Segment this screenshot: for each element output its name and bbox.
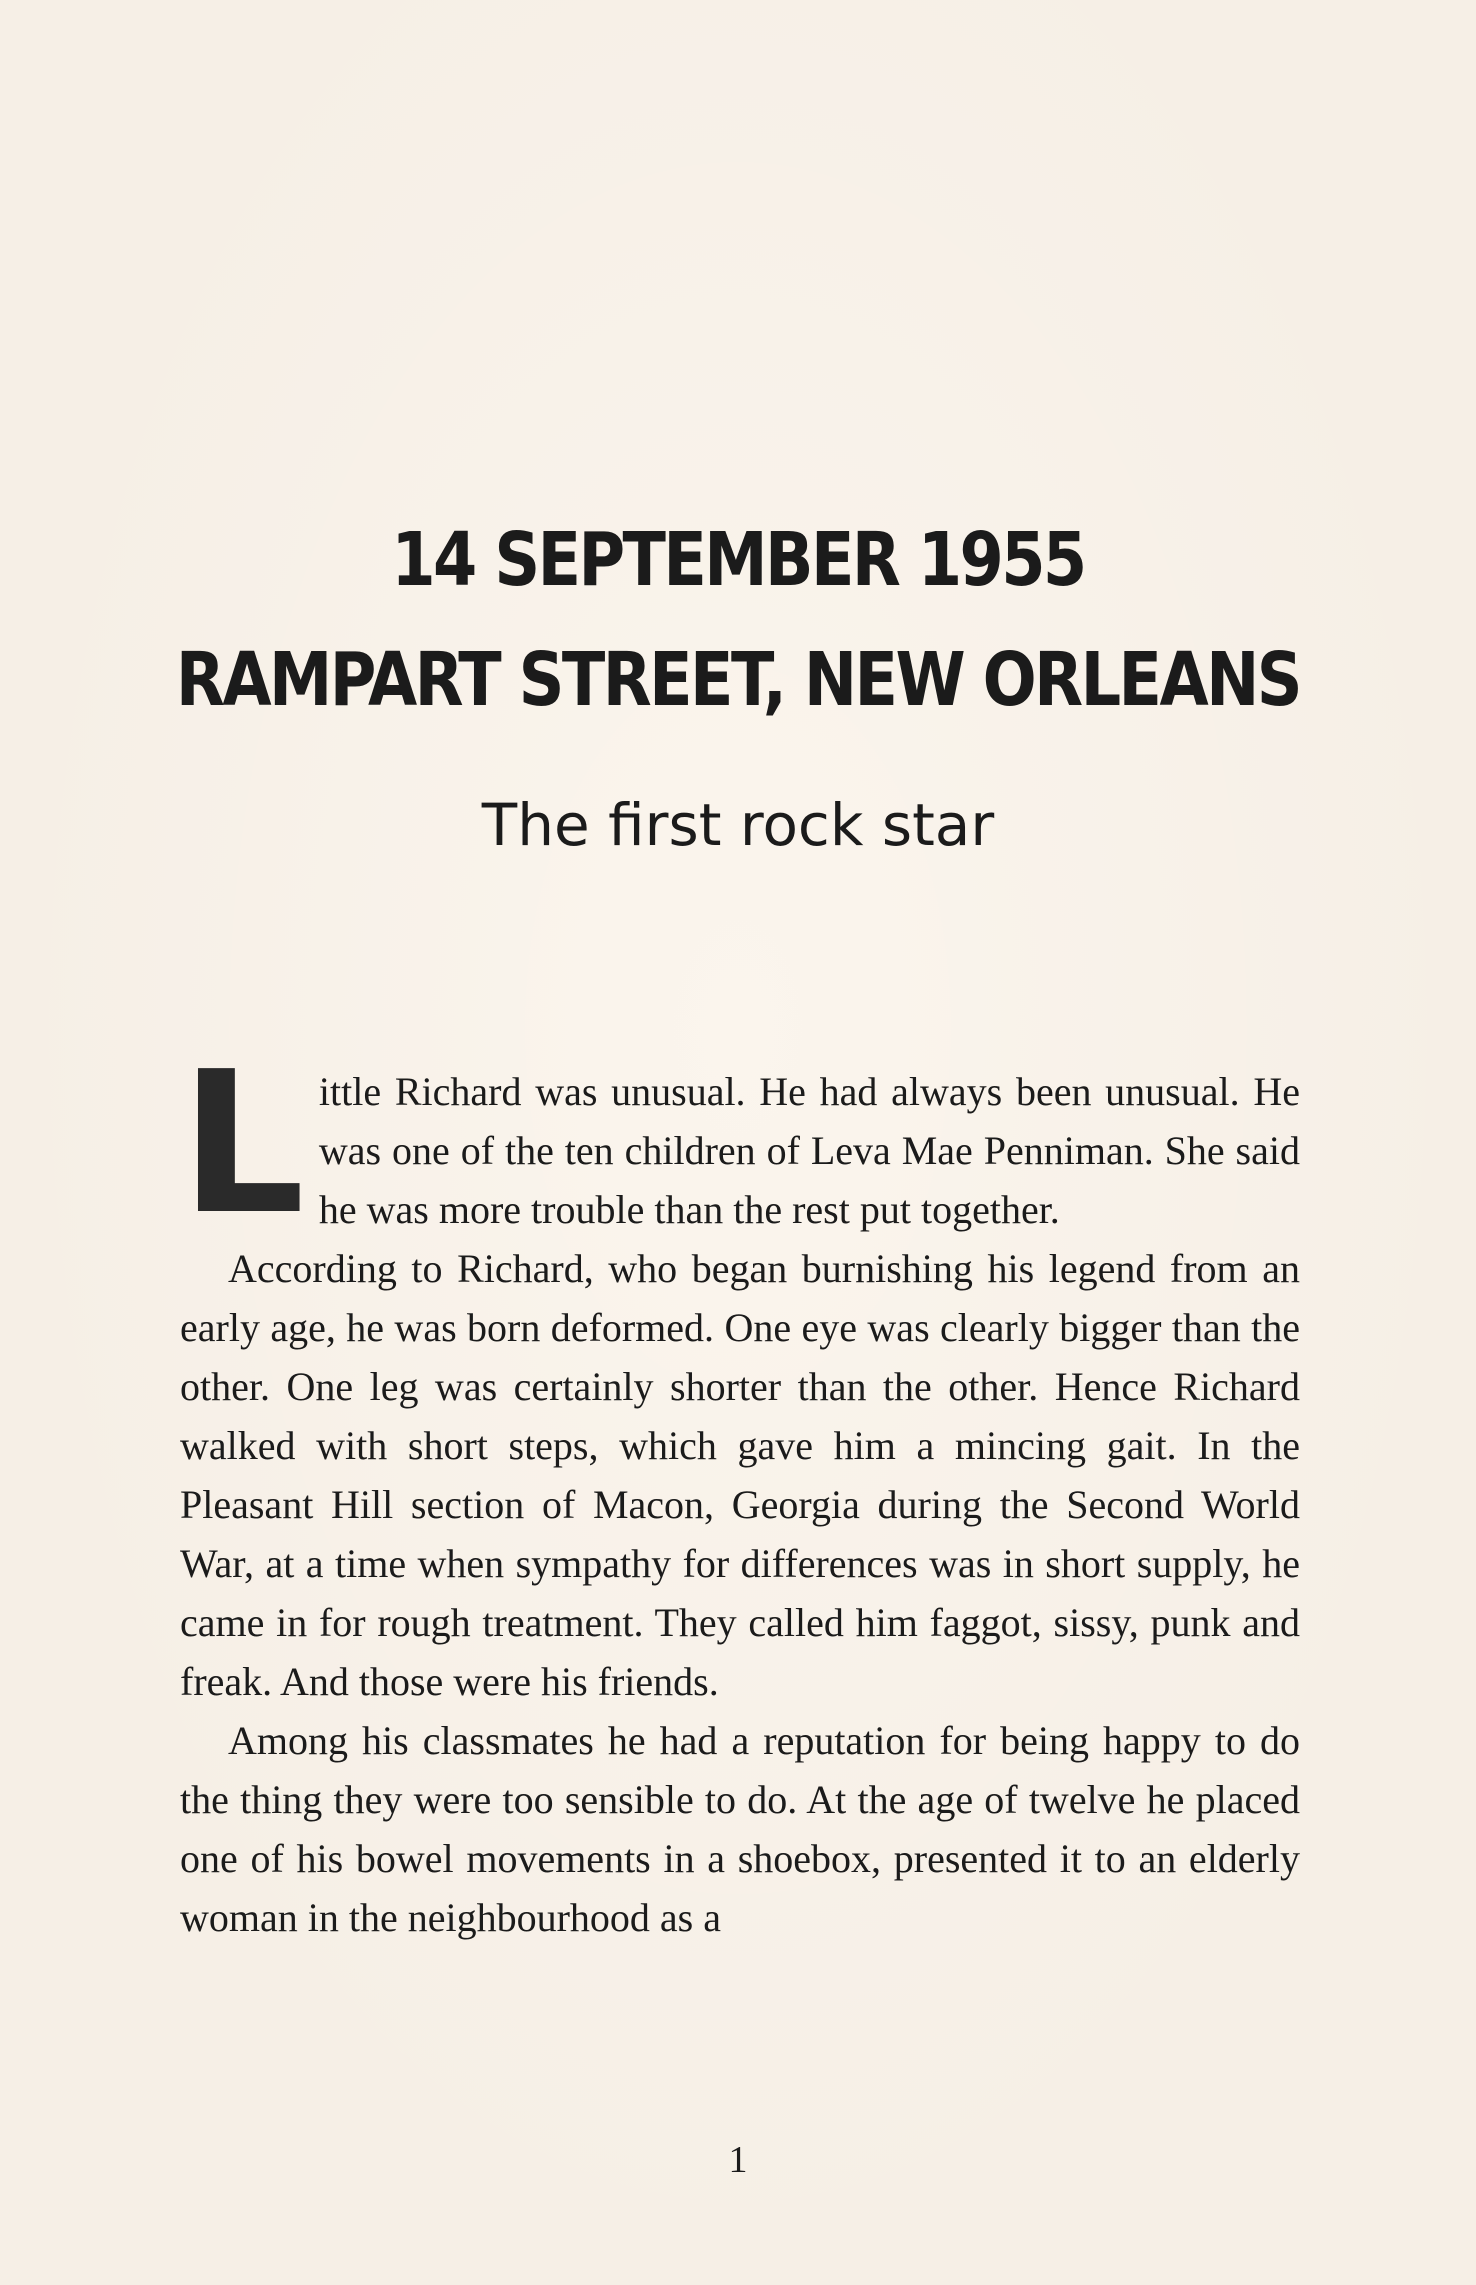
bleed-through-texture xyxy=(180,70,1310,365)
drop-cap: L xyxy=(180,1030,305,1258)
paragraph-2: According to Richard, who began burnishing his legend from an early age, he was born deformed. One eye was clearly bigger than the other. One leg was certainly shorter than the other. Hence Richard walked with short steps, which gave him a mincing gait. In the Pleasant Hill section of Macon, Georgia during the Second World War, at a time when sympathy for differences was in short supply, he came in for rough treatment. They called him faggot, sissy, punk and freak. And those were his friends. xyxy=(180,1246,1300,1704)
body-text xyxy=(180,1030,1300,1947)
place-heading: RAMPART STREET, NEW ORLEANS xyxy=(175,637,1301,723)
paragraph-1-text: ittle Richard was unusual. He had always been unusual. He was one of the ten children of Leva Mae Penniman. She said he was more trouble than the rest put together. xyxy=(318,1069,1300,1232)
paragraph-1 xyxy=(180,1030,1300,1258)
page-number: 1 xyxy=(728,2139,748,2181)
date-heading: 14 SEPTEMBER 1955 xyxy=(391,517,1085,603)
chapter-title: The first rock star xyxy=(481,791,995,859)
paragraph-3: Among his classmates he had a reputation for being happy to do the thing they were too sensible to do. At the age of twelve he placed one of his bowel movements in a shoebox, presented it to an elderly woman in the neighbourhood as a xyxy=(180,1718,1300,1940)
